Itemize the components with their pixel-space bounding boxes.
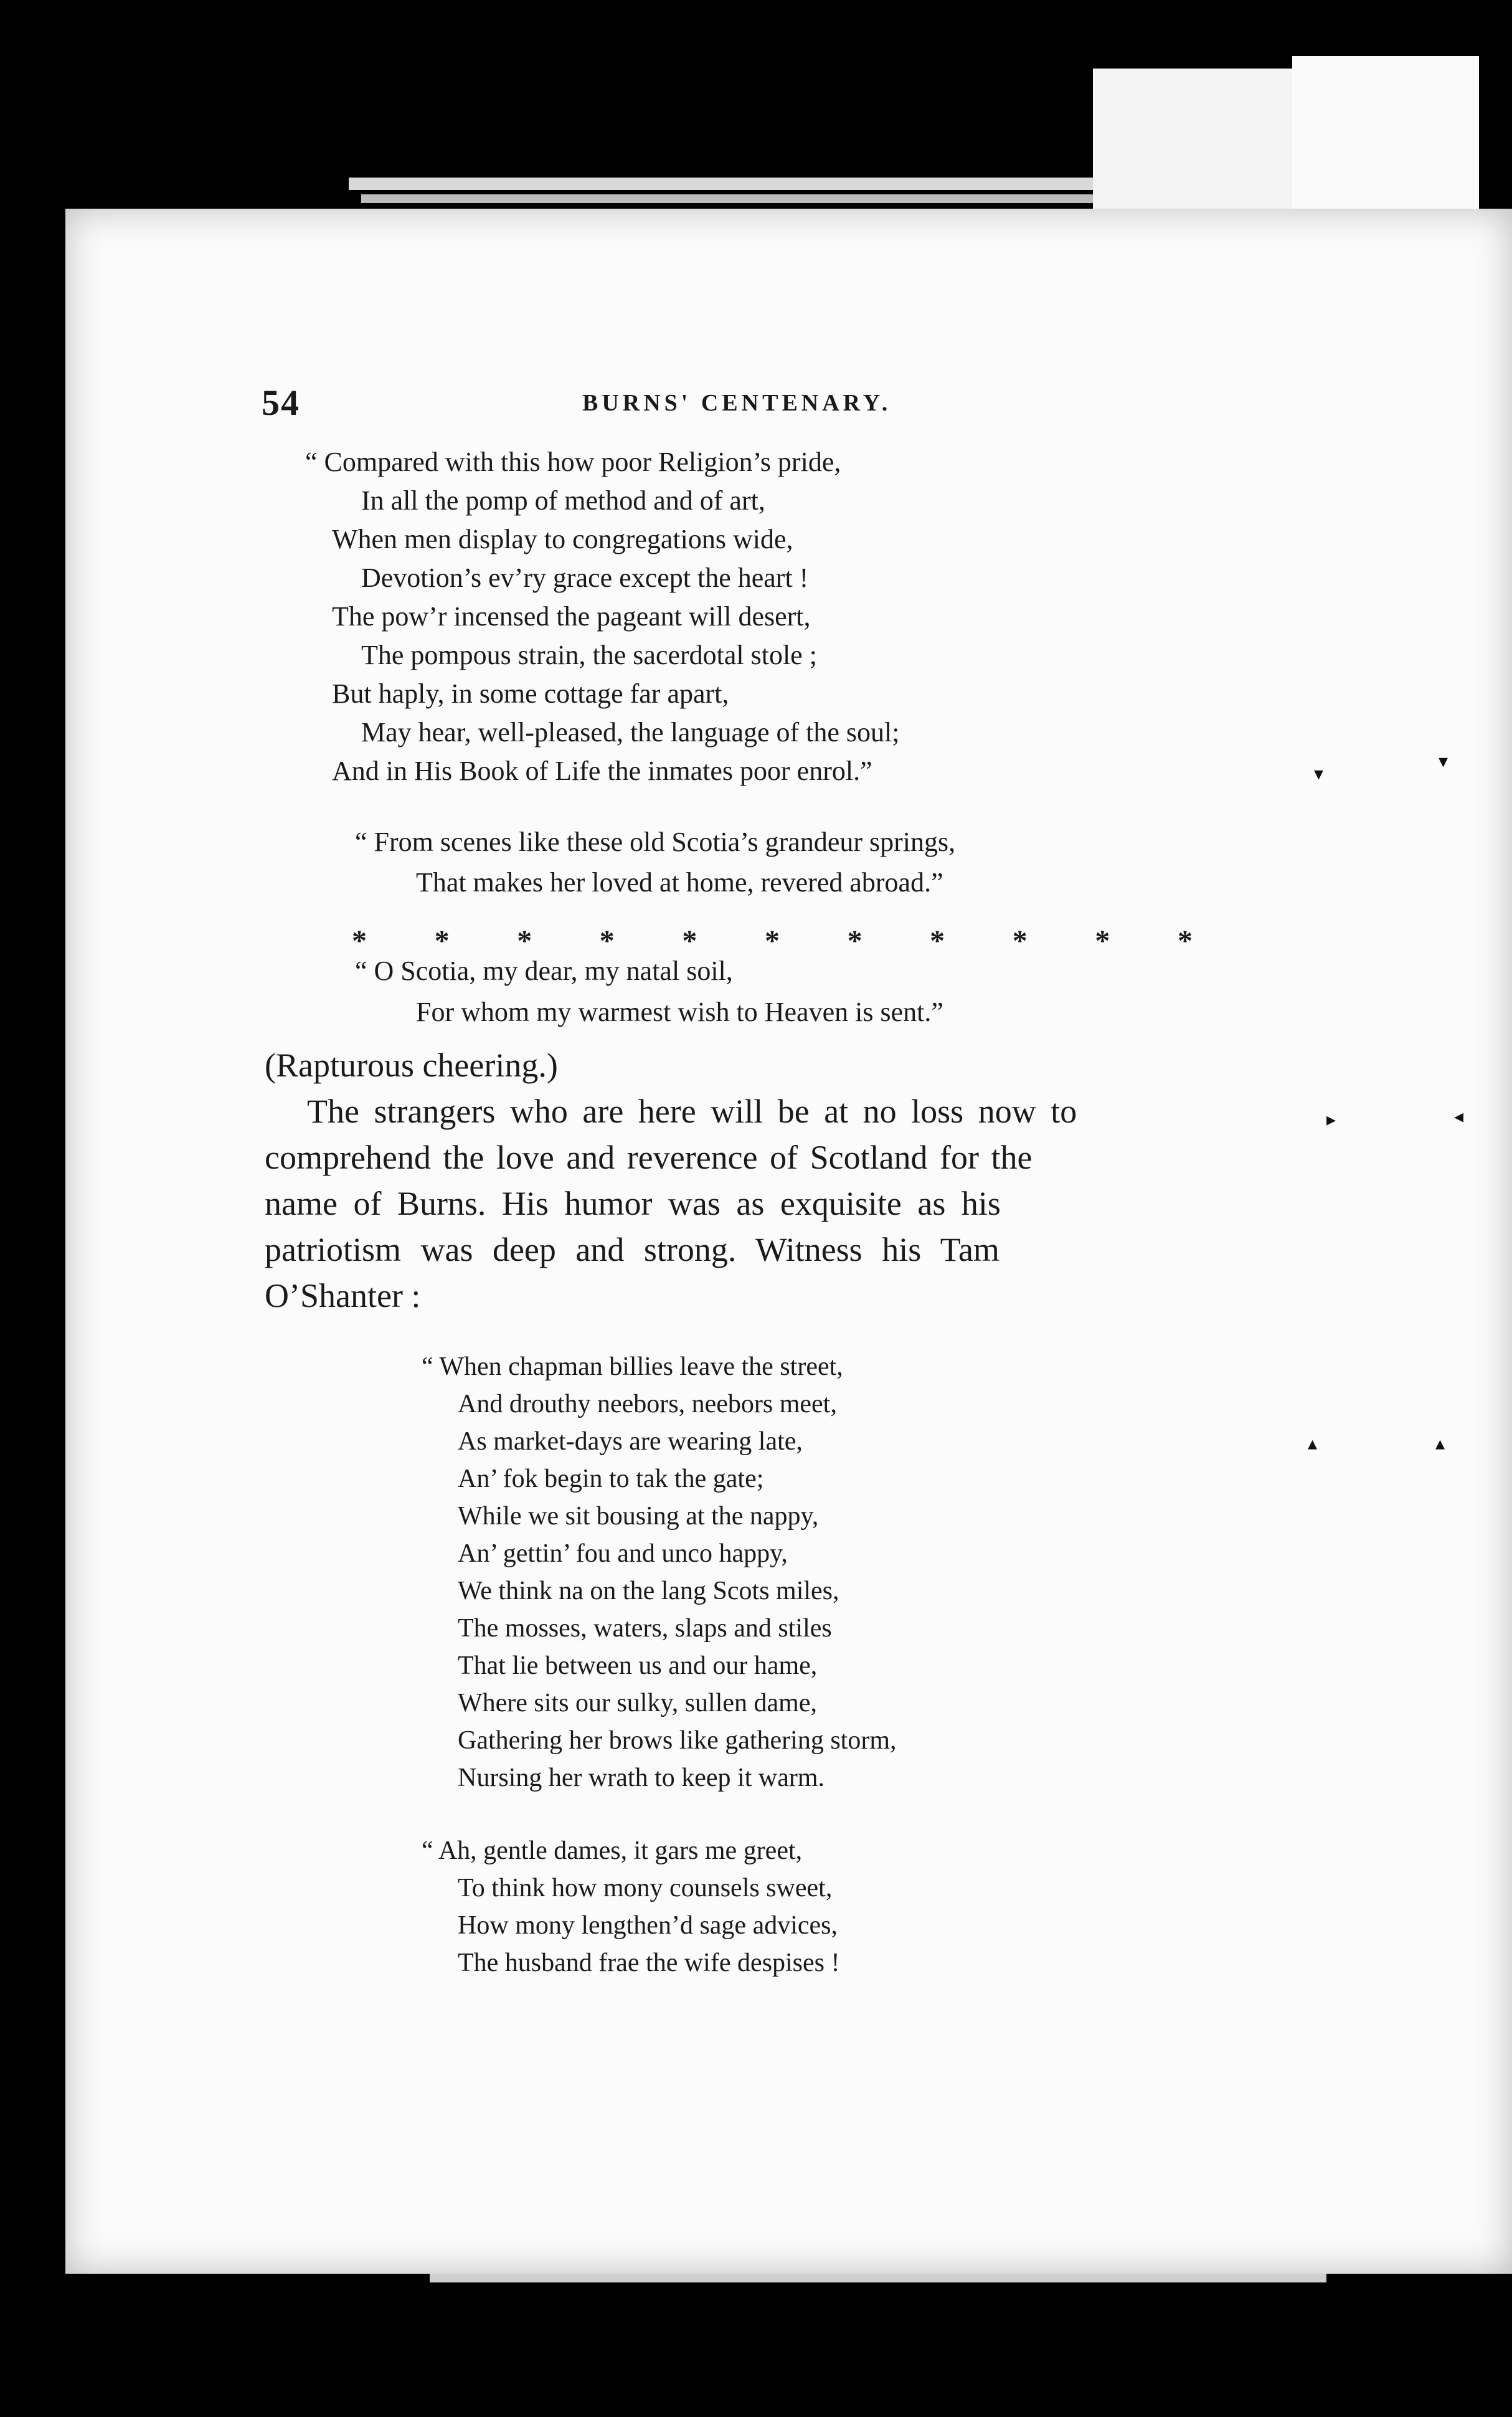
asterisk: * (847, 924, 862, 957)
asterisk: * (352, 924, 367, 957)
scan-speck: ▸ (1326, 1109, 1336, 1130)
prose-line: The strangers who are here will be at no loss now to (307, 1093, 1077, 1130)
asterism-row (352, 924, 1193, 958)
verse-line: Where sits our sulky, sullen dame, (458, 1689, 817, 1717)
verse-line: The pompous strain, the sacerdotal stole ; (361, 640, 817, 670)
asterisk: * (1177, 924, 1193, 957)
asterisk: * (764, 924, 780, 957)
prose-line: name of Burns. His humor was as exquisite as his (265, 1185, 1001, 1222)
scan-edge-strip (361, 194, 1152, 203)
verse-line: That makes her loved at home, revered abroad.” (416, 867, 943, 898)
verse-line: Gathering her brows like gathering storm, (458, 1726, 897, 1755)
stage-direction: (Rapturous cheering.) (265, 1047, 558, 1084)
scan-speck: ◂ (1454, 1106, 1464, 1127)
verse-line: And drouthy neebors, neebors meet, (458, 1390, 837, 1418)
verse-line: The mosses, waters, slaps and stiles (458, 1614, 832, 1643)
asterisk: * (682, 924, 697, 957)
asterisk: * (930, 924, 945, 957)
verse-line: May hear, well-pleased, the language of the soul; (361, 717, 900, 748)
asterisk: * (1095, 924, 1110, 957)
verse-line: “ When chapman billies leave the street, (422, 1352, 843, 1381)
verse-line: That lie between us and our hame, (458, 1651, 818, 1680)
verse-line: In all the pomp of method and of art, (361, 485, 765, 516)
verse-line: Devotion’s ev’ry grace except the heart ! (361, 563, 809, 593)
verse-line: For whom my warmest wish to Heaven is sent.” (416, 997, 943, 1027)
scan-speck: ▴ (1435, 1433, 1445, 1454)
verse-line: The husband frae the wife despises ! (458, 1949, 840, 1977)
verse-line: Nursing her wrath to keep it warm. (458, 1764, 825, 1792)
verse-line: We think na on the lang Scots miles, (458, 1577, 839, 1605)
prose-line: O’Shanter : (265, 1277, 421, 1314)
running-title: BURNS' CENTENARY. (582, 390, 892, 416)
scan-tab-card (1292, 56, 1479, 209)
prose-line: patriotism was deep and strong. Witness his Tam (265, 1231, 999, 1268)
verse-line: “ From scenes like these old Scotia’s grandeur springs, (355, 827, 956, 857)
asterisk: * (434, 924, 450, 957)
verse-line: But haply, in some cottage far apart, (332, 678, 729, 709)
prose-line: comprehend the love and reverence of Scotland for the (265, 1139, 1032, 1176)
verse-line: When men display to congregations wide, (332, 524, 793, 554)
page-header (65, 382, 1249, 423)
verse-line: And in His Book of Life the inmates poor enrol.” (332, 756, 872, 786)
scan-speck: ▴ (1308, 1433, 1318, 1454)
verse-line: “ Compared with this how poor Religion’s pride, (305, 447, 841, 477)
document-page (65, 209, 1512, 2274)
scan-speck: ▾ (1439, 751, 1448, 772)
verse-line: How mony lengthen’d sage advices, (458, 1911, 838, 1940)
verse-line: “ O Scotia, my dear, my natal soil, (355, 956, 733, 986)
asterisk: * (517, 924, 532, 957)
asterisk: * (599, 924, 615, 957)
scan-bottom-strip (430, 2272, 1326, 2282)
verse-line: An’ gettin’ fou and unco happy, (458, 1539, 788, 1568)
scan-speck: ▾ (1314, 764, 1324, 784)
verse-line: To think how mony counsels sweet, (458, 1874, 833, 1902)
verse-line: The pow’r incensed the pageant will desert, (332, 601, 811, 632)
verse-line: As market-days are wearing late, (458, 1427, 803, 1456)
verse-line: “ Ah, gentle dames, it gars me greet, (422, 1836, 803, 1865)
verse-line: While we sit bousing at the nappy, (458, 1502, 819, 1531)
asterisk: * (1012, 924, 1028, 957)
verse-line: An’ fok begin to tak the gate; (458, 1465, 764, 1493)
scan-tab-card (1093, 69, 1298, 218)
page-number: 54 (262, 382, 300, 423)
